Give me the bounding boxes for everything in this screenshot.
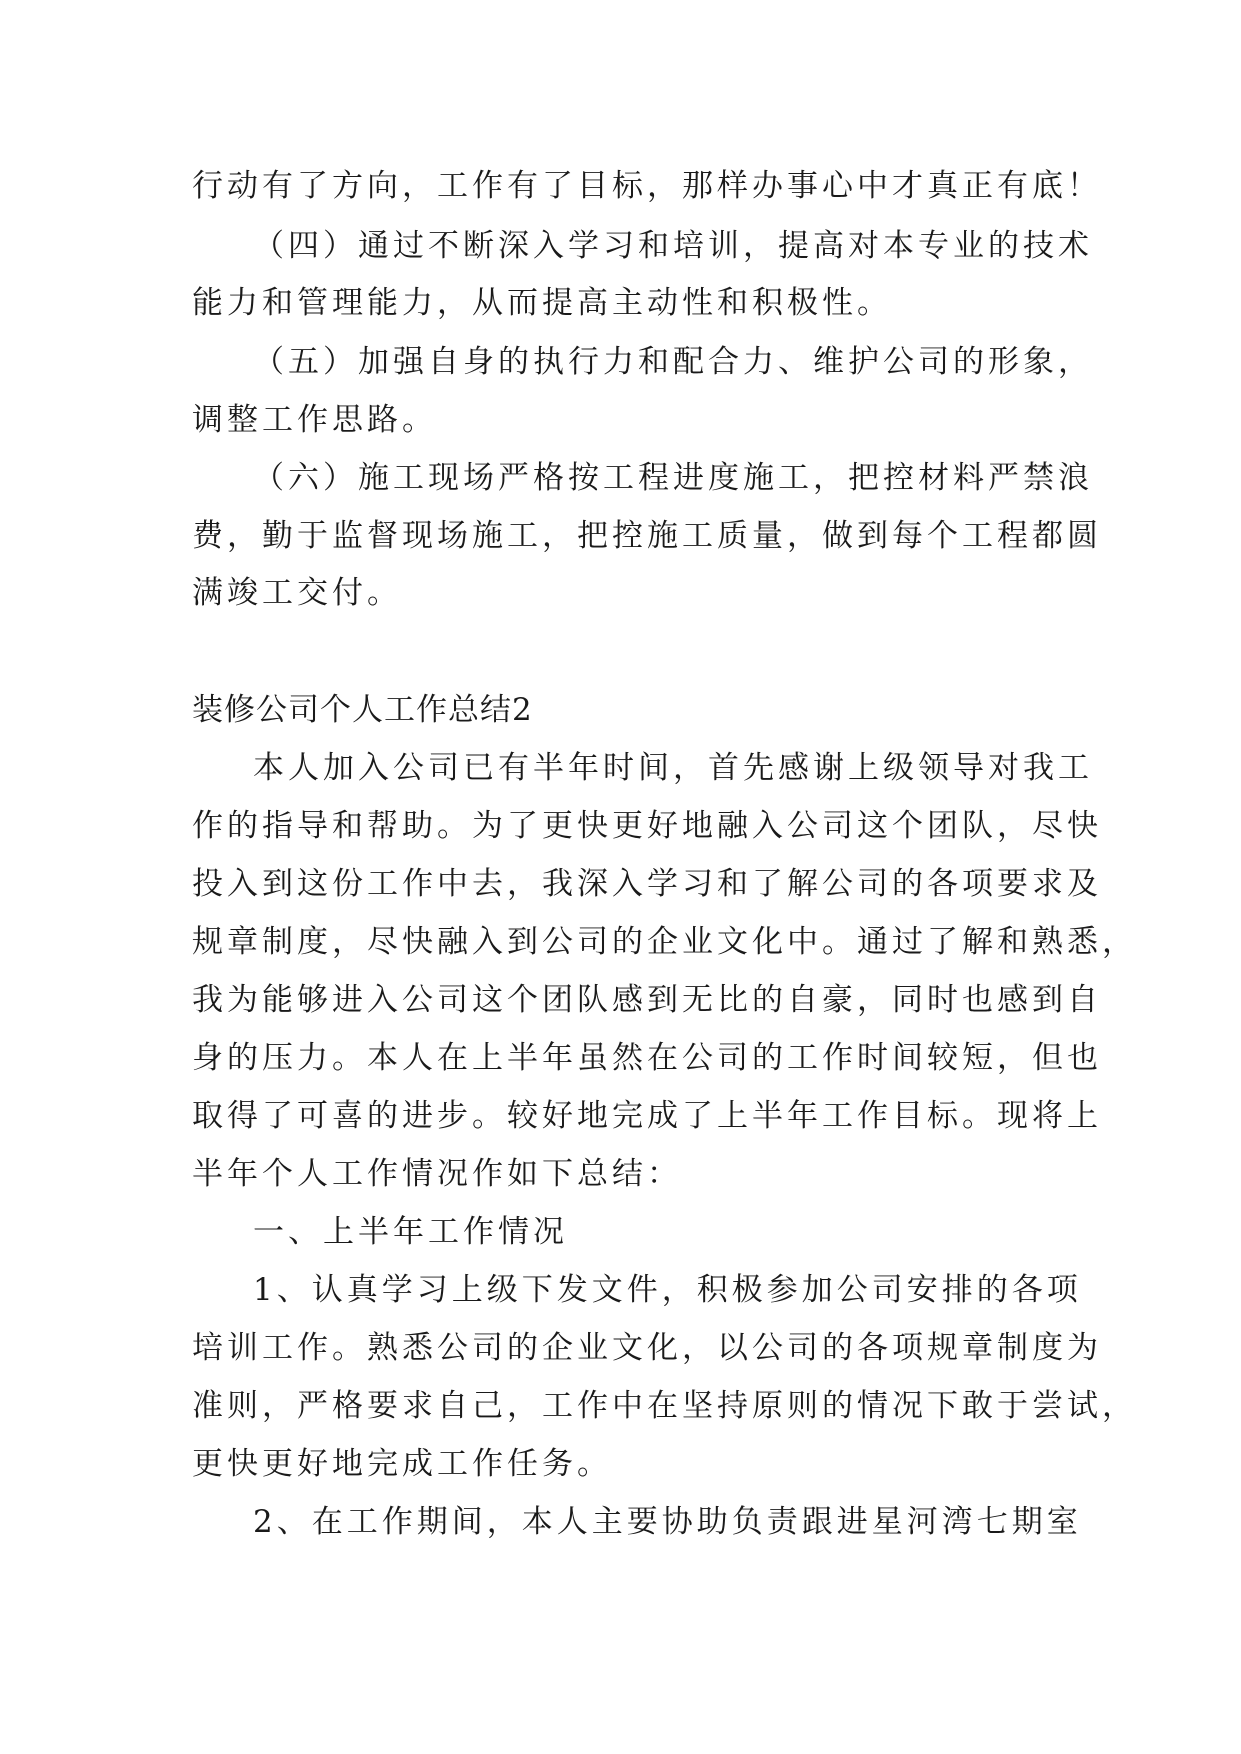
text-line: 行动有了方向，工作有了目标，那样办事心中才真正有底！ [192, 168, 1102, 204]
subsection-heading: 一、上半年工作情况 [253, 1214, 568, 1250]
text-line: 2、在工作期间，本人主要协助负责跟进星河湾七期室 [253, 1504, 1082, 1540]
section-heading: 装修公司个人工作总结2 [192, 692, 533, 728]
text-line: 调整工作思路。 [192, 402, 437, 438]
text-line: 本人加入公司已有半年时间，首先感谢上级领导对我工 [253, 750, 1093, 786]
text-line: 我为能够进入公司这个团队感到无比的自豪，同时也感到自 [192, 982, 1102, 1018]
text-line: 1、认真学习上级下发文件，积极参加公司安排的各项 [253, 1272, 1082, 1308]
text-line: 半年个人工作情况作如下总结： [192, 1156, 682, 1192]
text-line: 更快更好地完成工作任务。 [192, 1446, 612, 1482]
text-line: 准则，严格要求自己，工作中在坚持原则的情况下敢于尝试， [192, 1388, 1137, 1424]
text-line: 取得了可喜的进步。较好地完成了上半年工作目标。现将上 [192, 1098, 1102, 1134]
text-line: 作的指导和帮助。为了更快更好地融入公司这个团队，尽快 [192, 808, 1102, 844]
text-line: 能力和管理能力，从而提高主动性和积极性。 [192, 285, 892, 321]
text-line: 规章制度，尽快融入到公司的企业文化中。通过了解和熟悉， [192, 924, 1137, 960]
text-line: （四）通过不断深入学习和培训，提高对本专业的技术 [253, 228, 1093, 264]
text-line: 投入到这份工作中去，我深入学习和了解公司的各项要求及 [192, 866, 1102, 902]
text-line: 满竣工交付。 [192, 575, 402, 611]
text-line: 培训工作。熟悉公司的企业文化，以公司的各项规章制度为 [192, 1330, 1102, 1366]
text-line: （六）施工现场严格按工程进度施工，把控材料严禁浪 [253, 460, 1093, 496]
text-line: 费，勤于监督现场施工，把控施工质量，做到每个工程都圆 [192, 518, 1102, 554]
text-line: （五）加强自身的执行力和配合力、维护公司的形象， [253, 344, 1093, 380]
text-line: 身的压力。本人在上半年虽然在公司的工作时间较短，但也 [192, 1040, 1102, 1076]
